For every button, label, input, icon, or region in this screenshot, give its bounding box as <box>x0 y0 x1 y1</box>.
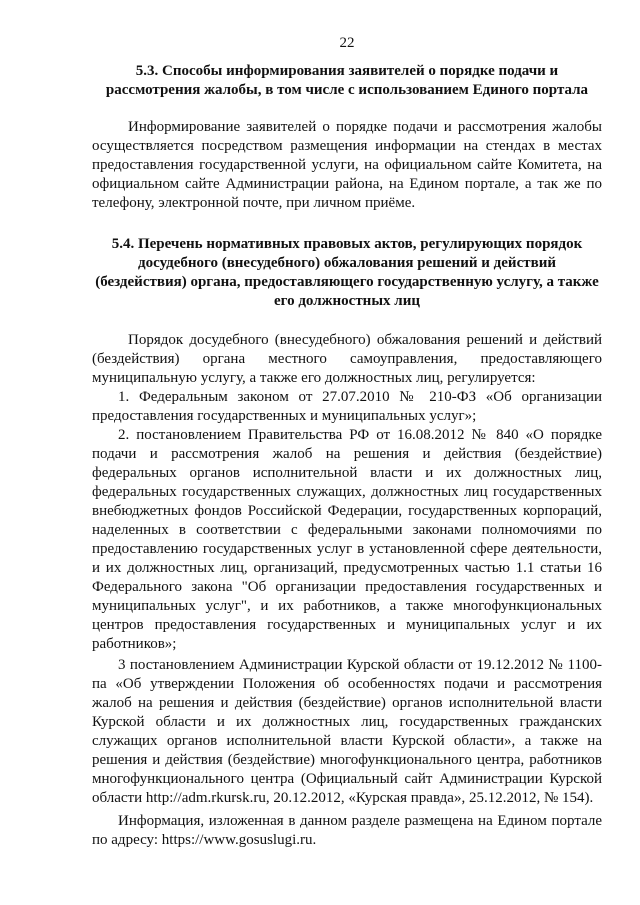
section-5-3-body: Информирование заявителей о порядке подачи и рассмотрения жалобы осуществляется посредством размещения информации на стендах в местах предоставления государственной услуги, на официальном сайте Комитета, на официальном сайте Администрации района, на Едином портале, а так же по телефону, электронной почте, при личном приёме. <box>92 119 602 211</box>
regulation-item-2: 2. постановлением Правительства РФ от 16.08.2012 № 840 «О порядке подачи и рассмотрения жалоб на решения и действия (бездействие) федеральных органов исполнительной власти и их должностных лиц, федеральных государственных служащих, должностных лиц государственных внебюджетных фондов Российской Федерации, государственных корпораций, наделенных в соответствии с федеральными законами полномочиями по предоставлению государственных услуг в установленной сфере деятельности, и их должностных лиц, организаций, предусмотренных частью 1.1 статьи 16 Федерального закона "Об организации предоставления государственных и муниципальных услуг", и их работников, а также многофункциональных центров предоставления государственных и муниципальных услуг и их работников»; <box>92 427 602 652</box>
document-page <box>92 34 602 850</box>
section-5-4-intro: Порядок досудебного (внесудебного) обжалования решений и действий (бездействия) органа местного самоуправления, предоставляющего муниципальную услугу, а также его должностных лиц, регулируется: <box>92 332 602 386</box>
page-number: 22 <box>339 35 355 51</box>
section-5-3-title: 5.3. Способы информирования заявителей о порядке подачи и рассмотрения жалобы, в том числе с использованием Единого портала <box>105 63 589 98</box>
section-5-4-title: 5.4. Перечень нормативных правовых актов, регулирующих порядок досудебного (внесудебного) обжалования решений и действий (бездействия) органа, предоставляющего государственную услугу, а также его должностных лиц <box>95 236 599 309</box>
section-5-4-closing: Информация, изложенная в данном разделе размещена на Едином портале по адресу: https://www.gosuslugi.ru. <box>92 813 602 848</box>
regulation-item-1: 1. Федеральным законом от 27.07.2010 № 210-ФЗ «Об организации предоставления государственных и муниципальных услуг»; <box>92 389 602 424</box>
regulation-item-3: 3 постановлением Администрации Курской области от 19.12.2012 № 1100-па «Об утверждении Положения об особенностях подачи и рассмотрения жалоб на решения и действия (бездействие) органов исполнительной власти Курской области и их должностных лиц, государственных гражданских служащих органов исполнительной власти Курской области», а также на решения и действия (бездействие) многофункционального центра, работников многофункционального центра (Официальный сайт Администрации Курской области http://adm.rkursk.ru, 20.12.2012, «Курская правда», 25.12.2012, № 154). <box>92 657 602 806</box>
